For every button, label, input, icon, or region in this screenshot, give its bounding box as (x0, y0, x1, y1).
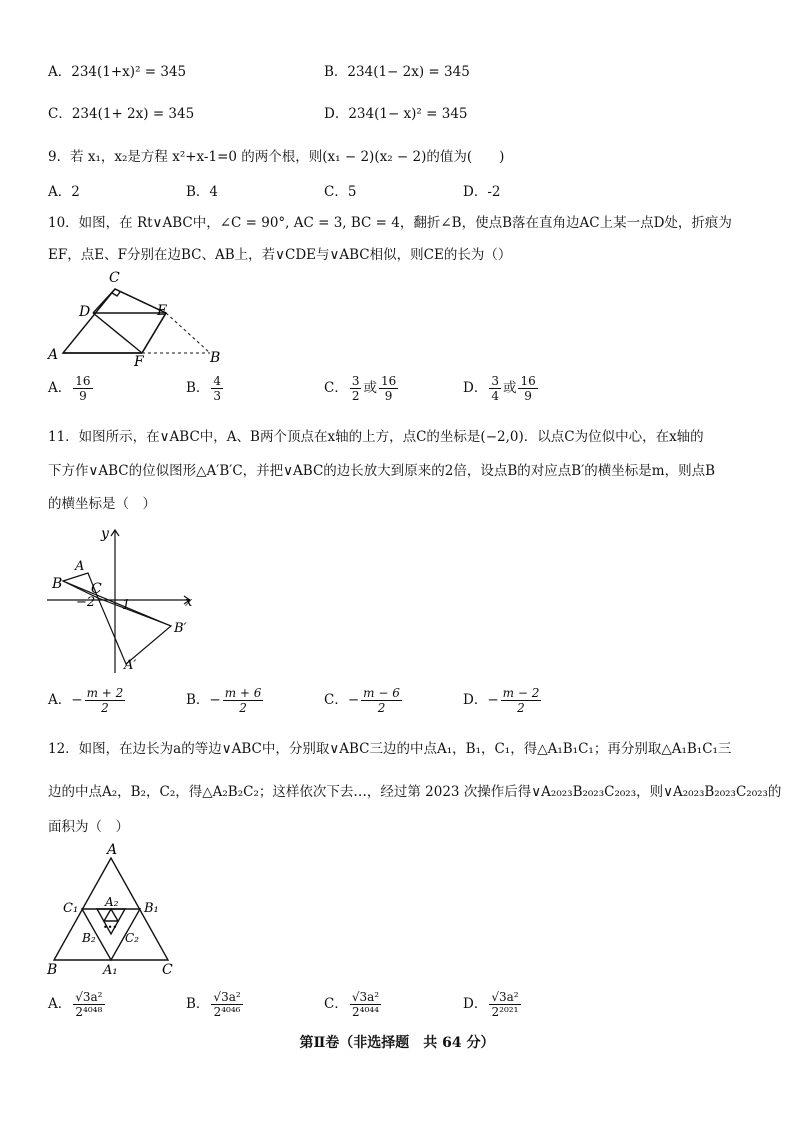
q10-label-c: C (109, 270, 120, 286)
q12-stem-line2: 边的中点A₂，B₂，C₂，得△A₂B₂C₂；这样依次下去…，经过第 2023 次操作后得∨A₂₀₂₃B₂₀₂₃C₂₀₂₃，则∨A₂₀₂₃B₂₀₂₃C₂₀₂₃的 (48, 784, 782, 800)
q10-label-f: F (134, 354, 144, 370)
q10-label-e: E (157, 303, 168, 319)
q12-label-a1: A₁ (103, 963, 118, 978)
q9-option-d: D．-2 (463, 184, 501, 200)
q10-option-c-num2: 16 (380, 374, 397, 388)
q12-label-b2: B₂ (82, 931, 96, 945)
q12-option-c-num: √3a² (351, 990, 380, 1004)
q11-option-c (324, 686, 404, 715)
q11-option-b-den: 2 (239, 701, 247, 715)
q10-stem-line2: EF，点E、F分别在边BC、AB上，若∨CDE与∨ABC相似，则CE的长为（） (48, 247, 512, 263)
q11-option-a (48, 686, 127, 715)
q11-stem-line3: 的横坐标是（ ） (48, 496, 156, 512)
q11-option-a-num: m + 2 (86, 686, 124, 700)
q10-option-c-num1: 3 (351, 374, 360, 388)
q11-label-c: C (91, 581, 102, 597)
q12-option-d (463, 990, 523, 1019)
q11-option-d-den: 2 (517, 701, 525, 715)
q12-label-c1: C₁ (63, 901, 79, 916)
q12-option-a (48, 990, 107, 1019)
q10-option-b-den: 3 (213, 389, 222, 403)
q12-label-c2: C₂ (125, 931, 139, 945)
q10-option-a (48, 374, 95, 403)
q10-option-a-den: 9 (79, 389, 87, 403)
q12-stem-line1: 12．如图，在边长为a的等边∨ABC中，分别取∨ABC三边的中点A₁，B₁，C₁，得△A₁B₁C₁；再分别取△A₁B₁C₁三 (48, 741, 732, 757)
q12-option-c-den: 2⁴⁰⁴⁴ (352, 1005, 379, 1019)
q10-label-a: A (48, 347, 59, 363)
q11-option-b-num: m + 6 (224, 686, 262, 700)
q11-option-c-prefix: C．− (324, 692, 360, 708)
q11-label-1: 1 (122, 598, 131, 613)
q8-option-b: B．234(1− 2x) = 345 (324, 64, 470, 80)
q10-option-c (324, 374, 400, 403)
q10-option-d-or: 或 (502, 380, 517, 396)
q8-option-a: A．234(1+x)² = 345 (48, 64, 187, 80)
q11-label-y: y (101, 526, 109, 542)
q10-option-a-num: 16 (75, 374, 91, 388)
q11-label-minus2: −2 (76, 595, 96, 610)
q12-option-b-prefix: B． (186, 996, 210, 1012)
q12-option-c-prefix: C． (324, 996, 348, 1012)
q9-stem: 9．若 x₁，x₂是方程 x²+x-1=0 的两个根，则(x₁ − 2)(x₂ − 2)的值为( ) (48, 149, 505, 165)
q10-option-d-prefix: D． (463, 380, 488, 396)
q11-label-x: x (185, 595, 193, 610)
q10-stem-line1: 10．如图，在 Rt∨ABC中，∠C = 90°, AC = 3, BC = 4，翻折∠B，使点B落在直角边AC上某一点D处，折痕为 (48, 215, 732, 231)
q10-option-c-den1: 2 (351, 389, 360, 403)
q11-option-d-num: m − 2 (502, 686, 540, 700)
q10-option-b (186, 374, 225, 403)
q12-option-b-den: 2⁴⁰⁴⁶ (213, 1005, 241, 1019)
q10-option-d (463, 374, 540, 403)
q12-label-b1: B₁ (144, 901, 159, 916)
q11-label-aprime: A′ (124, 658, 137, 673)
q11-label-a: A (75, 559, 85, 574)
q11-option-b (186, 686, 265, 715)
q10-label-d: D (79, 304, 91, 320)
q12-label-c: C (162, 962, 173, 978)
q11-option-d (463, 686, 543, 715)
q11-option-c-den: 2 (377, 701, 386, 715)
q10-option-c-den2: 9 (384, 389, 393, 403)
q12-stem-line3: 面积为（ ） (48, 819, 129, 835)
q9-option-b: B．4 (186, 184, 219, 200)
section-title: 第Ⅱ卷（非选择题 共 64 分） (299, 1035, 495, 1051)
q12-option-b-num: √3a² (213, 990, 241, 1004)
q11-option-b-prefix: B．− (186, 692, 221, 708)
q11-option-d-prefix: D．− (463, 692, 499, 708)
q12-option-d-prefix: D． (463, 996, 488, 1012)
q10-figure (45, 265, 235, 370)
q8-option-c: C．234(1+ 2x) = 345 (48, 106, 195, 122)
q8-option-d: D．234(1− x)² = 345 (324, 106, 468, 122)
q11-option-a-prefix: A．− (48, 692, 83, 708)
q10-label-b: B (210, 350, 221, 366)
q10-option-c-prefix: C． (324, 380, 348, 396)
q11-stem-line2: 下方作∨ABC的位似图形△A′B′C，并把∨ABC的边长放大到原来的2倍，设点B的对应点B′的横坐标是m，则点B (48, 463, 715, 479)
q12-option-a-prefix: A． (48, 996, 72, 1012)
q10-option-d-num1: 3 (491, 374, 499, 388)
q9-option-a: A．2 (48, 184, 80, 200)
q12-label-a: A (107, 842, 118, 858)
q10-option-d-den1: 4 (491, 389, 499, 403)
q11-option-c-num: m − 6 (363, 686, 400, 700)
q12-option-c (324, 990, 383, 1019)
q9-option-c: C．5 (324, 184, 357, 200)
q12-figure (45, 838, 185, 978)
q12-dots: ••• (103, 923, 118, 932)
q12-option-d-num: √3a² (491, 990, 519, 1004)
q11-label-b: B (52, 576, 63, 592)
q12-label-b: B (47, 962, 58, 978)
q12-option-d-den: 2²⁰²¹ (491, 1005, 519, 1019)
q11-option-a-den: 2 (101, 701, 109, 715)
q11-stem-line1: 11．如图所示，在∨ABC中，A、B两个顶点在x轴的上方，点C的坐标是(−2,0)．以点C为位似中心，在x轴的 (48, 429, 704, 445)
q12-option-a-num: √3a² (75, 990, 103, 1004)
q10-option-d-num2: 16 (520, 374, 536, 388)
q12-option-b (186, 990, 245, 1019)
q12-option-a-den: 2⁴⁰⁴⁸ (75, 1005, 103, 1019)
q10-option-b-num: 4 (213, 374, 222, 388)
q10-option-c-or: 或 (363, 380, 377, 396)
q10-option-a-prefix: A． (48, 380, 72, 396)
q11-label-bprime: B′ (174, 621, 187, 636)
q11-figure (45, 518, 205, 676)
q12-label-a2: A₂ (105, 895, 119, 909)
q10-option-d-den2: 9 (524, 389, 532, 403)
q10-option-b-prefix: B． (186, 380, 210, 396)
